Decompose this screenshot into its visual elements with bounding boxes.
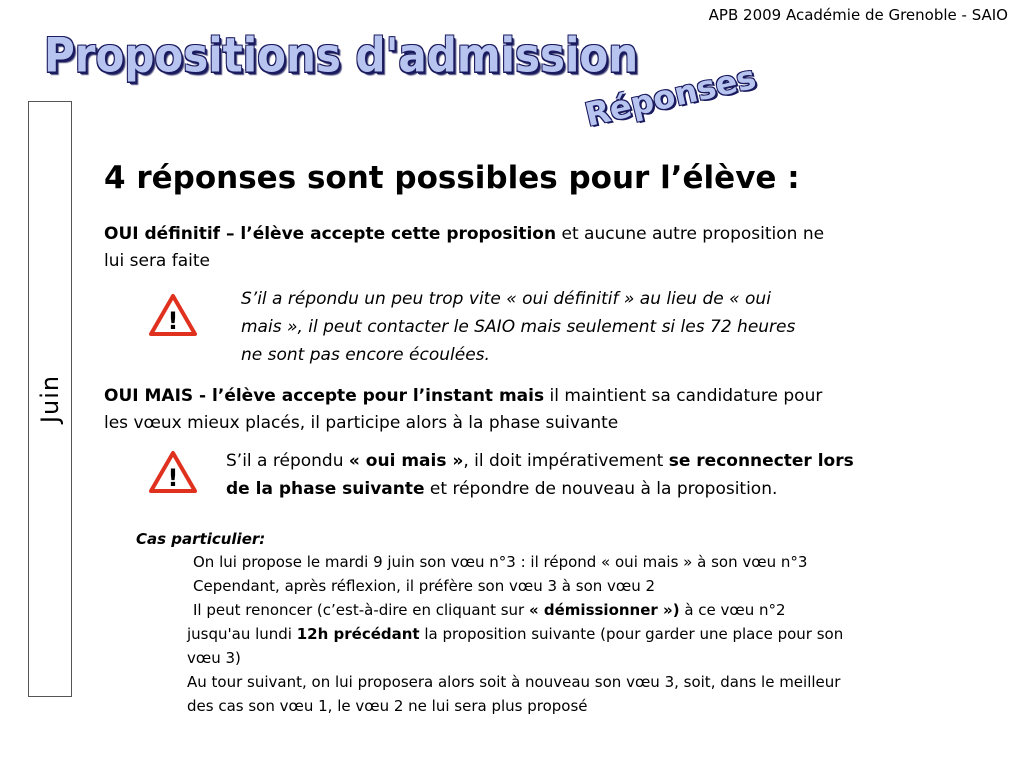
warning-text-line: ne sont pas encore écoulées. <box>241 345 490 365</box>
section-heading: 4 réponses sont possibles pour l’élève : <box>104 160 800 196</box>
oui-definitif-warning <box>241 285 961 369</box>
svg-text:!: ! <box>167 307 179 335</box>
cas-line: vœu 3) <box>187 649 241 667</box>
svg-text:!: ! <box>167 464 179 492</box>
oui-mais-bold: OUI MAIS - l’élève accepte pour l’instant mais <box>104 386 545 406</box>
warning-icon <box>148 293 198 337</box>
cas-line: Au tour suivant, on lui proposera alors soit à nouveau son vœu 3, soit, dans le meilleur <box>187 673 841 691</box>
oui-mais-warning <box>226 447 986 503</box>
cas-text-bold: 12h précédant <box>296 625 420 643</box>
cas-text: jusqu'au lundi <box>187 625 297 643</box>
warning-icon <box>148 450 198 494</box>
page-title: Propositions d'admission <box>44 28 639 83</box>
warning-text-bold: de la phase suivante <box>226 479 425 499</box>
warning-text-bold: se reconnecter lors <box>668 451 854 471</box>
cas-particulier-title: Cas particulier: <box>136 530 266 548</box>
warning-text: , il doit impérativement <box>463 451 669 471</box>
cas-line <box>193 598 786 622</box>
cas-line <box>187 622 843 646</box>
cas-line: On lui propose le mardi 9 juin son vœu n°3 : il répond « oui mais » à son vœu n°3 <box>193 553 808 571</box>
oui-mais-rest-2: les vœux mieux placés, il participe alors à la phase suivante <box>104 413 619 433</box>
warning-text-line: S’il a répondu un peu trop vite « oui définitif » au lieu de « oui <box>241 289 771 309</box>
page-subtitle: Réponses <box>581 57 760 134</box>
cas-text: à ce vœu n°2 <box>679 601 786 619</box>
cas-text: la proposition suivante (pour garder une place pour son <box>419 625 844 643</box>
oui-definitif-rest-2: lui sera faite <box>104 251 211 271</box>
warning-text-line: mais », il peut contacter le SAIO mais seulement si les 72 heures <box>241 317 796 337</box>
oui-mais-rest: il maintient sa candidature pour <box>544 386 823 406</box>
cas-line: des cas son vœu 1, le vœu 2 ne lui sera plus proposé <box>187 697 588 715</box>
cas-text-bold: « démissionner ») <box>528 601 680 619</box>
warning-text: S’il a répondu <box>226 451 349 471</box>
cas-text: Il peut renoncer (c’est-à-dire en cliquant sur <box>193 601 529 619</box>
cas-line: Cependant, après réflexion, il préfère son vœu 3 à son vœu 2 <box>193 577 656 595</box>
sidebar-box <box>28 101 72 697</box>
warning-text-bold: « oui mais » <box>348 451 464 471</box>
warning-text: et répondre de nouveau à la proposition. <box>424 479 778 499</box>
oui-mais-paragraph <box>104 383 984 437</box>
oui-definitif-bold: OUI définitif – l’élève accepte cette proposition <box>104 224 557 244</box>
oui-definitif-rest: et aucune autre proposition ne <box>556 224 825 244</box>
sidebar-label: Juin <box>36 374 64 424</box>
header-source: APB 2009 Académie de Grenoble - SAIO <box>708 6 1008 24</box>
oui-definitif-paragraph <box>104 221 984 275</box>
